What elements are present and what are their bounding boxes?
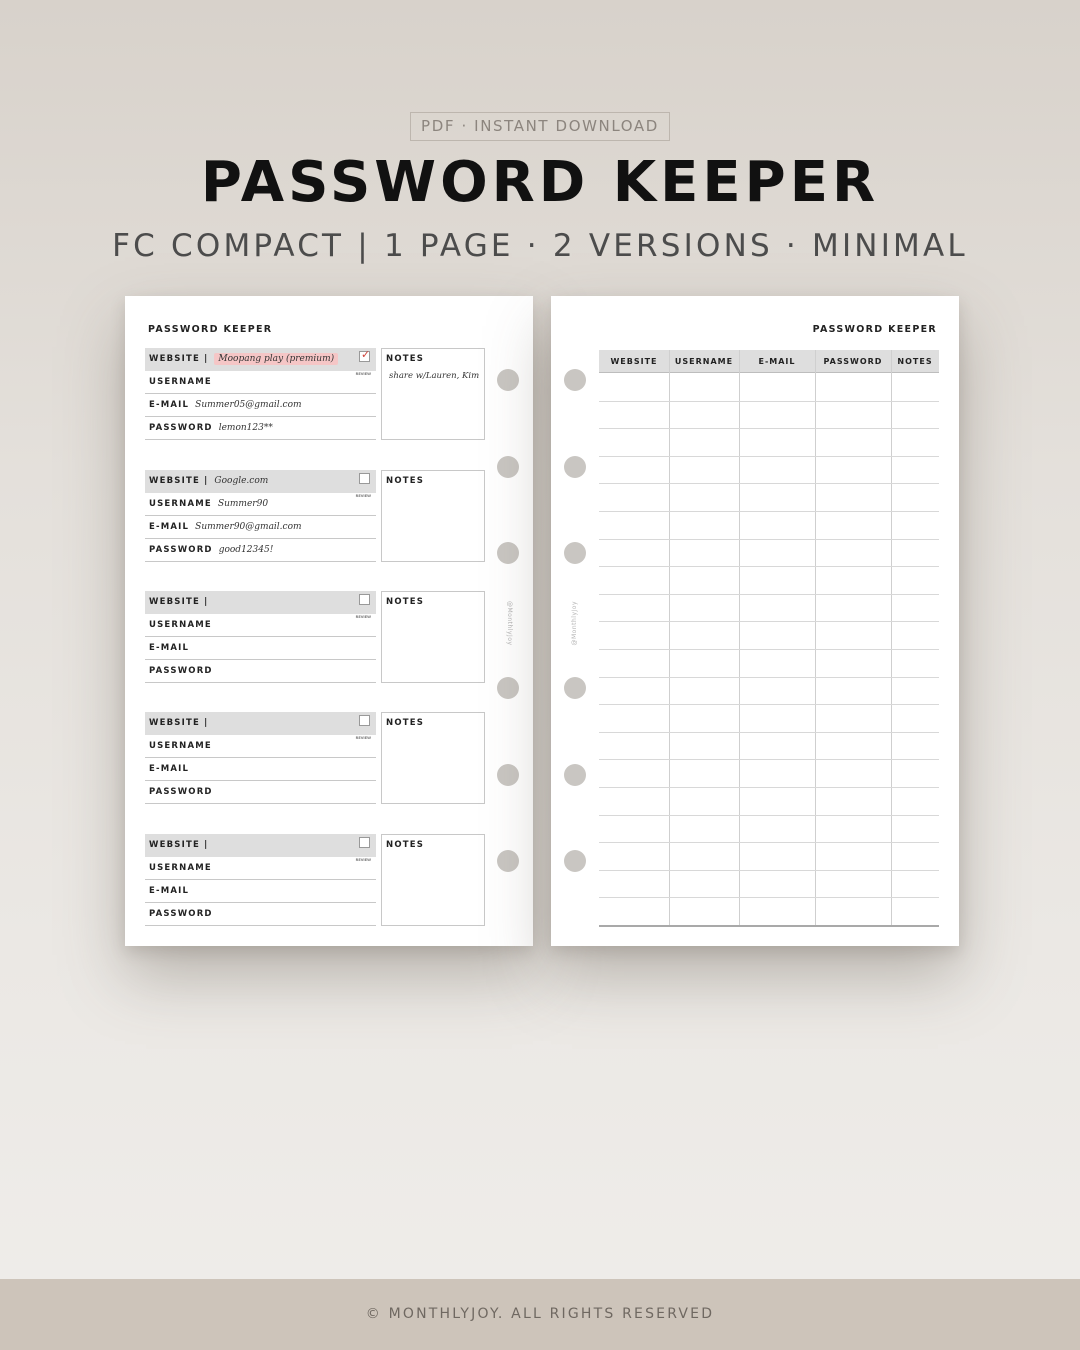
column-header: USERNAME (674, 357, 734, 366)
table-header (599, 350, 939, 373)
website-label: WEBSITE | (149, 718, 209, 728)
left-watermark: @MonthlyJoy (506, 601, 513, 646)
column-divider (815, 350, 816, 926)
website-field[interactable] (145, 834, 376, 862)
binder-hole-icon (564, 764, 586, 786)
table-row[interactable] (599, 511, 939, 512)
email-label: E-MAIL (149, 400, 190, 410)
username-field[interactable] (145, 735, 376, 758)
email-value: Summer90@gmail.com (195, 522, 302, 532)
table-row[interactable] (599, 566, 939, 567)
binder-hole-icon (564, 677, 586, 699)
notes-label: NOTES (386, 840, 425, 850)
notes-box[interactable] (381, 834, 485, 926)
email-value: Summer05@gmail.com (195, 400, 302, 410)
password-entry (145, 348, 485, 440)
password-field[interactable] (145, 781, 376, 804)
review-label: REVIEW (355, 372, 371, 376)
table-row[interactable] (599, 456, 939, 457)
email-label: E-MAIL (149, 522, 190, 532)
table-bottom-rule (599, 925, 939, 927)
right-watermark: @MonthlyJoy (571, 601, 578, 646)
binder-hole-icon (497, 850, 519, 872)
column-divider (669, 350, 670, 926)
binder-hole-icon (497, 369, 519, 391)
main-title: PASSWORD KEEPER (200, 150, 880, 215)
password-field[interactable] (145, 903, 376, 926)
table-row[interactable] (599, 704, 939, 705)
password-field[interactable] (145, 539, 376, 562)
column-divider (891, 350, 892, 926)
notes-box[interactable] (381, 470, 485, 562)
table-row[interactable] (599, 428, 939, 429)
column-divider (739, 350, 740, 926)
password-entry (145, 470, 485, 562)
review-checkbox[interactable] (359, 715, 370, 726)
table-row[interactable] (599, 677, 939, 678)
password-entry (145, 712, 485, 804)
review-label: REVIEW (355, 736, 371, 740)
footer-copyright: © MONTHLYJOY. ALL RIGHTS RESERVED (0, 1279, 1080, 1350)
password-label: PASSWORD (149, 787, 213, 797)
table-row[interactable] (599, 483, 939, 484)
right-page-title: PASSWORD KEEPER (812, 324, 937, 335)
password-value: lemon123** (218, 423, 273, 433)
password-table (599, 350, 939, 926)
table-row[interactable] (599, 787, 939, 788)
review-label: REVIEW (355, 615, 371, 619)
password-label: PASSWORD (149, 423, 213, 433)
username-field[interactable] (145, 614, 376, 637)
username-label: USERNAME (149, 741, 212, 751)
password-label: PASSWORD (149, 909, 213, 919)
username-label: USERNAME (149, 499, 212, 509)
password-label: PASSWORD (149, 666, 213, 676)
binder-hole-icon (497, 764, 519, 786)
notes-label: NOTES (386, 718, 425, 728)
table-row[interactable] (599, 539, 939, 540)
website-field[interactable] (145, 348, 376, 376)
binder-hole-icon (564, 456, 586, 478)
username-label: USERNAME (149, 377, 212, 387)
binder-hole-icon (564, 369, 586, 391)
email-field[interactable] (145, 516, 376, 539)
username-value: Summer90 (217, 499, 269, 509)
email-label: E-MAIL (149, 886, 190, 896)
review-checkbox[interactable] (359, 473, 370, 484)
email-field[interactable] (145, 758, 376, 781)
left-page-title: PASSWORD KEEPER (148, 324, 273, 335)
column-header: NOTES (897, 357, 933, 366)
username-field[interactable] (145, 493, 376, 516)
website-label: WEBSITE | (149, 840, 209, 850)
notes-box[interactable] (381, 591, 485, 683)
username-label: USERNAME (149, 863, 212, 873)
table-row[interactable] (599, 621, 939, 622)
checkmark-icon: ✓ (361, 348, 372, 361)
website-value: Moopang play (premium) (214, 353, 338, 365)
binder-hole-icon (497, 542, 519, 564)
column-header: PASSWORD (823, 357, 883, 366)
username-field[interactable] (145, 857, 376, 880)
email-field[interactable] (145, 880, 376, 903)
website-field[interactable] (145, 470, 376, 498)
table-row[interactable] (599, 732, 939, 733)
password-label: PASSWORD (149, 545, 213, 555)
binder-hole-icon (497, 677, 519, 699)
website-value: Google.com (214, 476, 269, 486)
notes-label: NOTES (386, 597, 425, 607)
badge: PDF · INSTANT DOWNLOAD (410, 112, 670, 141)
review-label: REVIEW (355, 494, 371, 498)
password-value: good12345! (218, 545, 274, 555)
notes-label: NOTES (386, 476, 425, 486)
email-field[interactable] (145, 394, 376, 417)
table-row[interactable] (599, 870, 939, 871)
binder-hole-icon (564, 542, 586, 564)
table-row[interactable] (599, 649, 939, 650)
username-label: USERNAME (149, 620, 212, 630)
binder-hole-icon (564, 850, 586, 872)
notes-label: NOTES (386, 354, 425, 364)
table-row[interactable] (599, 897, 939, 898)
table-row[interactable] (599, 759, 939, 760)
binder-hole-icon (497, 456, 519, 478)
right-planner-page (551, 296, 959, 946)
notes-value: share w/Lauren, Kim (389, 371, 480, 381)
website-field[interactable] (145, 712, 376, 740)
website-label: WEBSITE | (149, 354, 209, 364)
password-field[interactable] (145, 417, 376, 440)
email-label: E-MAIL (149, 764, 190, 774)
review-checkbox[interactable] (359, 594, 370, 605)
notes-box[interactable] (381, 348, 485, 440)
review-label: REVIEW (355, 858, 371, 862)
website-label: WEBSITE | (149, 476, 209, 486)
notes-box[interactable] (381, 712, 485, 804)
review-checkbox[interactable] (359, 837, 370, 848)
password-field[interactable] (145, 660, 376, 683)
table-row[interactable] (599, 815, 939, 816)
website-field[interactable] (145, 591, 376, 619)
table-row[interactable] (599, 594, 939, 595)
column-header: WEBSITE (610, 357, 658, 366)
left-planner-page (125, 296, 533, 946)
table-row[interactable] (599, 401, 939, 402)
email-label: E-MAIL (149, 643, 190, 653)
password-entry (145, 834, 485, 926)
review-checkbox[interactable] (359, 348, 372, 362)
subtitle: FC COMPACT | 1 PAGE · 2 VERSIONS · MINIMAL (112, 228, 968, 264)
username-field[interactable] (145, 371, 376, 394)
password-entry (145, 591, 485, 683)
website-label: WEBSITE | (149, 597, 209, 607)
email-field[interactable] (145, 637, 376, 660)
column-header: E-MAIL (758, 357, 796, 366)
table-row[interactable] (599, 842, 939, 843)
